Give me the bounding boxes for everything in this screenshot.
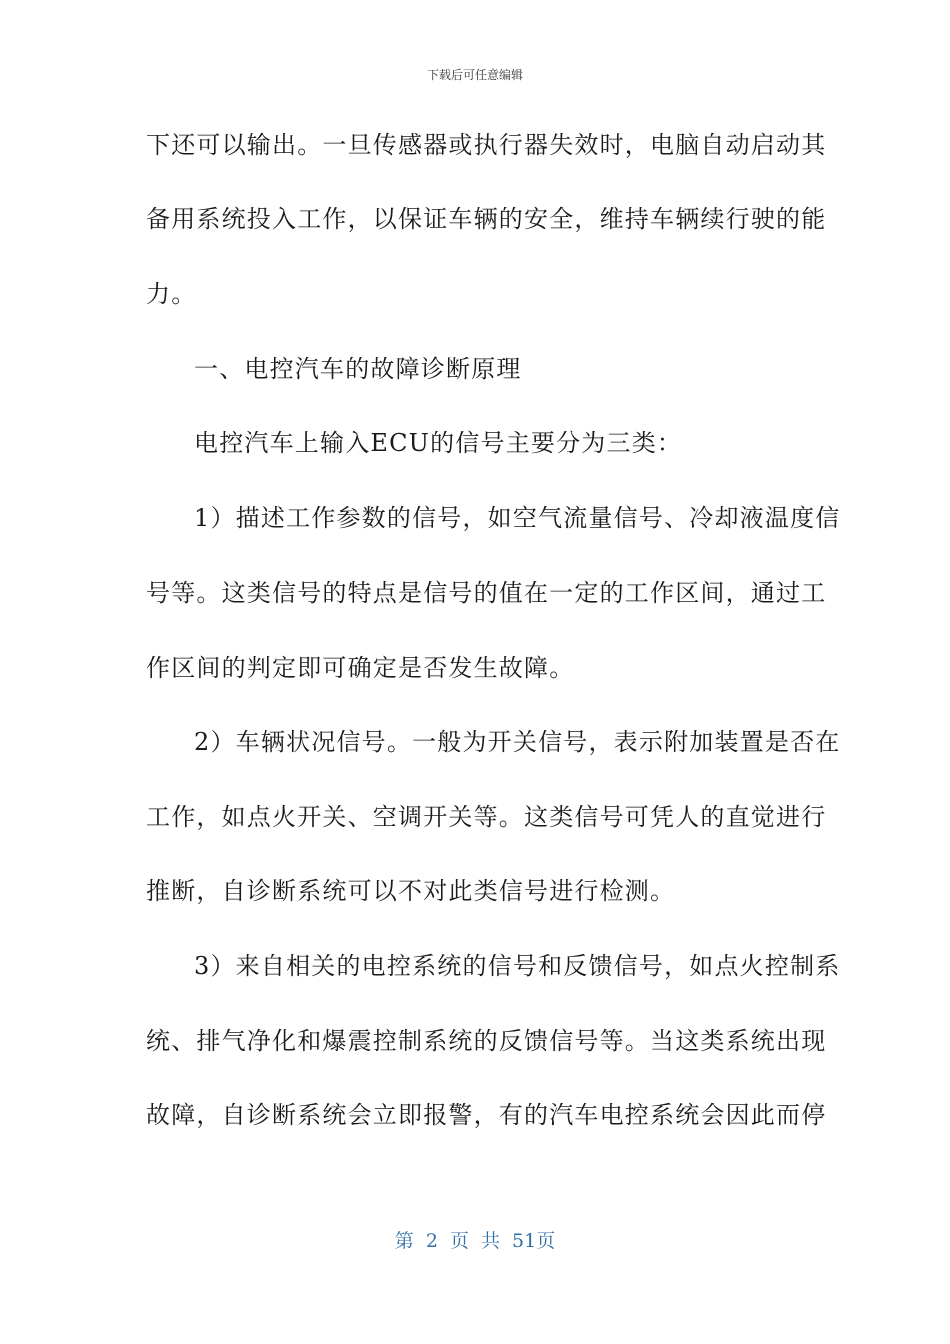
body-line: 工作，如点火开关、空调开关等。这类信号可凭人的直觉进行 <box>146 803 827 831</box>
body-line: 推断，自诊断系统可以不对此类信号进行检测。 <box>146 877 676 905</box>
body-line: 下还可以输出。一旦传感器或执行器失效时，电脑自动启动其 <box>146 131 827 159</box>
body-line: 故障，自诊断系统会立即报警，有的汽车电控系统会因此而停 <box>146 1101 827 1129</box>
body-line: 备用系统投入工作，以保证车辆的安全，维持车辆续行驶的能 <box>146 205 827 233</box>
body-line: 号等。这类信号的特点是信号的值在一定的工作区间，通过工 <box>146 579 827 607</box>
page-header: 下载后可任意编辑 <box>426 68 523 82</box>
body-line: 电控汽车上输入ECU的信号主要分为三类： <box>194 429 683 457</box>
section-heading: 一、电控汽车的故障诊断原理 <box>194 355 522 383</box>
body-line: 统、排气净化和爆震控制系统的反馈信号等。当这类系统出现 <box>146 1027 827 1055</box>
list-item-3: 3）来自相关的电控系统的信号和反馈信号，如点火控制系 <box>194 952 841 980</box>
body-line: 力。 <box>146 280 197 308</box>
body-line: 作区间的判定即可确定是否发生故障。 <box>146 654 575 682</box>
list-item-2: 2）车辆状况信号。一般为开关信号，表示附加装置是否在 <box>194 728 841 756</box>
page-number-footer: 第 2 页 共 51页 <box>394 1230 556 1252</box>
list-item-1: 1）描述工作参数的信号，如空气流量信号、冷却液温度信 <box>194 504 841 532</box>
